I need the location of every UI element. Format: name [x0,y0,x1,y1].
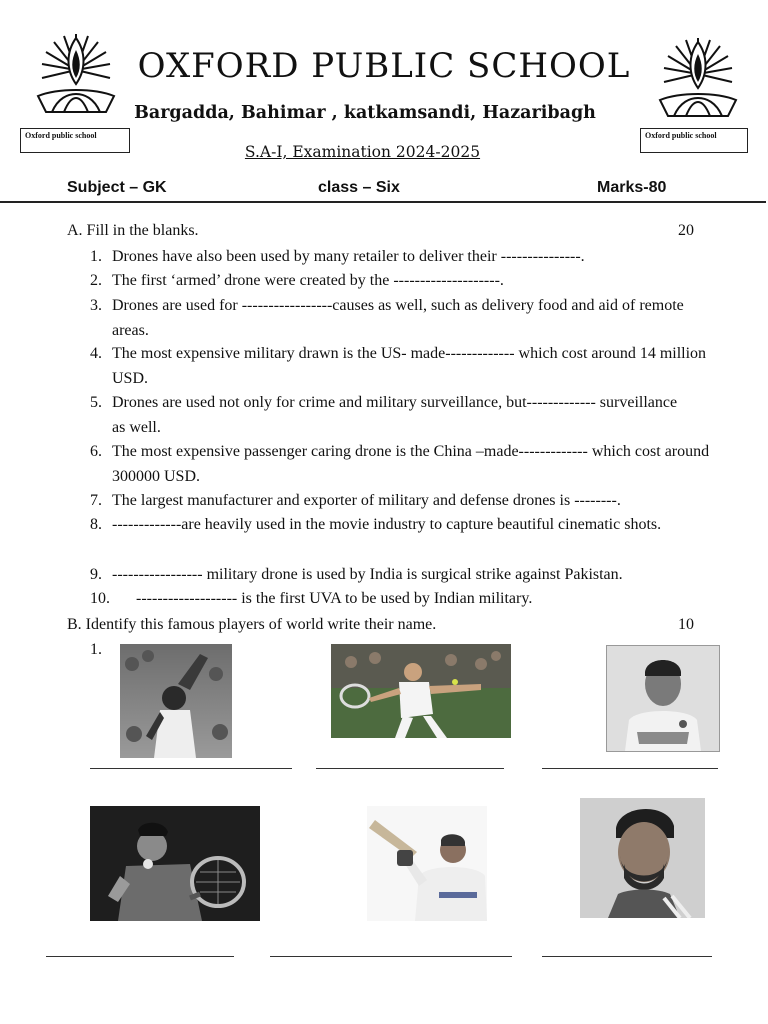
school-name: OXFORD PUBLIC SCHOOL [137,46,631,86]
question-number: 7. [90,492,102,509]
logo-caption-right: Oxford public school [640,128,748,153]
logo-caption-left: Oxford public school [20,128,130,153]
item-number: 1. [90,641,102,658]
answer-line-6[interactable] [542,956,712,957]
player-photo-5 [367,806,487,921]
question-text: Drones are used for -----------------causes as well, such as delivery food and aid of remote areas. [112,297,684,339]
section-a-marks: 20 [678,222,694,239]
question-number: 3. [90,297,102,314]
question-number: 8. [90,516,102,533]
answer-line-3[interactable] [542,768,718,769]
player-photo-4 [90,806,260,921]
player-photo-6 [580,798,705,918]
question-number: 6. [90,443,102,460]
question-6 [90,440,730,489]
question-number: 4. [90,345,102,362]
player-photo-1 [120,644,232,758]
question-text: Drones are used not only for crime and military surveillance, but------------- surveillance as well. [112,394,678,436]
question-number: 5. [90,394,102,411]
question-text: ------------------- is the first UVA to be used by Indian military. [112,590,533,607]
player-photo-2 [331,644,511,738]
question-5 [90,391,730,440]
question-number: 10. [90,590,110,607]
marks-label: Marks-80 [597,179,667,196]
question-text: The most expensive military drawn is the US- made------------- which cost around 14 million USD. [112,345,707,387]
header-divider [0,201,766,203]
question-3 [90,294,730,343]
question-text: The first ‘armed’ drone were created by the --------------------. [112,272,504,289]
section-b-marks: 10 [678,616,694,633]
question-text: -------------are heavily used in the movie industry to capture beautiful cinematic shots. [112,516,662,533]
section-a-title: A. Fill in the blanks. [67,222,199,239]
school-address: Bargadda, Bahimar , katkamsandi, Hazaribagh [134,103,596,123]
question-text: ----------------- military drone is used by India is surgical strike against Pakistan. [112,566,623,583]
question-8 [90,513,730,538]
question-1 [90,245,730,270]
exam-title: S.A-I, Examination 2024-2025 [244,143,481,161]
question-4 [90,342,730,391]
answer-line-5[interactable] [270,956,512,957]
question-9 [90,563,730,588]
question-number: 2. [90,272,102,289]
question-7 [90,489,730,514]
question-text: The largest manufacturer and exporter of military and defense drones is --------. [112,492,621,509]
question-10 [90,587,730,612]
answer-line-4[interactable] [46,956,234,957]
subject-label: Subject – GK [67,179,167,196]
player-photo-3 [606,645,720,752]
question-text: Drones have also been used by many retailer to deliver their ---------------. [112,248,585,265]
answer-line-2[interactable] [316,768,504,769]
question-text: The most expensive passenger caring drone is the China –made------------- which cost around 300000 USD. [112,443,710,485]
question-number: 9. [90,566,102,583]
section-b-title: B. Identify this famous players of world write their name. [67,616,437,633]
class-label: class – Six [318,179,400,196]
answer-line-1[interactable] [90,768,292,769]
question-number: 1. [90,248,102,265]
question-2 [90,269,730,294]
